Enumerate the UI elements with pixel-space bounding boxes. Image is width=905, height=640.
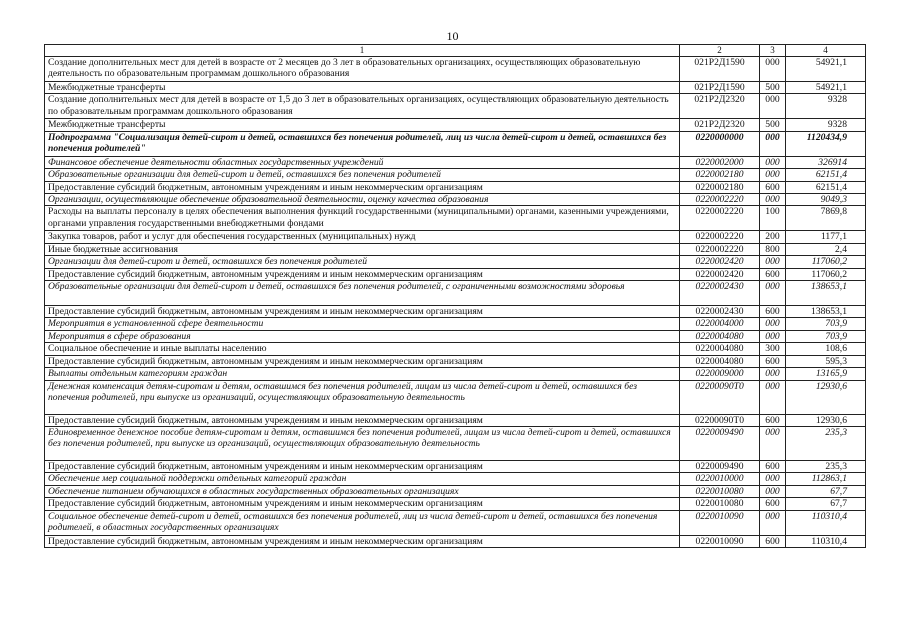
row-name: Предоставление субсидий бюджетным, автономным учреждениям и иным некоммерческим организациям	[45, 414, 680, 426]
row-expense-type: 000	[760, 194, 786, 206]
row-code: 0220002220	[680, 206, 760, 231]
row-name: Социальное обеспечение детей-сирот и детей, оставшихся без попечения родителей, лиц из числа детей-сирот и детей, оставшихся без попечения родителей, в областных государственных организациях	[45, 510, 680, 535]
row-sum: 108,6	[786, 343, 866, 355]
row-expense-type: 000	[760, 169, 786, 181]
table-row	[45, 426, 866, 460]
header-col-1: 1	[45, 45, 680, 57]
budget-table	[44, 44, 866, 548]
table-row	[45, 498, 866, 510]
table-row	[45, 181, 866, 193]
table-row	[45, 231, 866, 243]
table-row	[45, 256, 866, 268]
row-code: 0220002220	[680, 243, 760, 255]
row-code: 02200090Т0	[680, 380, 760, 414]
row-name: Предоставление субсидий бюджетным, автономным учреждениям и иным некоммерческим организациям	[45, 498, 680, 510]
table-row	[45, 94, 866, 119]
row-expense-type: 600	[760, 306, 786, 318]
row-expense-type: 000	[760, 330, 786, 342]
table-row	[45, 510, 866, 535]
row-code: 021Р2Д2320	[680, 94, 760, 119]
row-name: Расходы на выплаты персоналу в целях обеспечения выполнения функций государственными (муниципальными) органами, казенными учреждениями, органами управления государственными внебюджетными фондами	[45, 206, 680, 231]
row-expense-type: 000	[760, 57, 786, 82]
row-sum: 2,4	[786, 243, 866, 255]
row-code: 0220004080	[680, 343, 760, 355]
row-expense-type: 000	[760, 318, 786, 330]
table-row	[45, 318, 866, 330]
row-sum: 595,3	[786, 355, 866, 367]
row-name: Единовременное денежное пособие детям-сиротам и детям, оставшимся без попечения родителей, лицам из числа детей-сирот и детей, оставшихся без попечения родителей, при выпуске из организаций, осуществляющих образовательную деятельность	[45, 426, 680, 460]
row-name: Закупка товаров, работ и услуг для обеспечения государственных (муниципальных) нужд	[45, 231, 680, 243]
row-sum: 703,9	[786, 330, 866, 342]
row-expense-type: 500	[760, 119, 786, 131]
row-sum: 67,7	[786, 485, 866, 497]
row-name: Образовательные организации для детей-сирот и детей, оставшихся без попечения родителей	[45, 169, 680, 181]
row-name: Выплаты отдельным категориям граждан	[45, 368, 680, 380]
table-row	[45, 281, 866, 306]
table-row	[45, 485, 866, 497]
row-name: Предоставление субсидий бюджетным, автономным учреждениям и иным некоммерческим организациям	[45, 460, 680, 472]
row-sum: 117060,2	[786, 268, 866, 280]
row-sum: 703,9	[786, 318, 866, 330]
row-code: 021Р2Д1590	[680, 82, 760, 94]
row-sum: 235,3	[786, 426, 866, 460]
row-expense-type: 600	[760, 498, 786, 510]
table-row	[45, 156, 866, 168]
row-code: 021Р2Д1590	[680, 57, 760, 82]
row-code: 0220010000	[680, 473, 760, 485]
row-sum: 138653,1	[786, 306, 866, 318]
row-expense-type: 100	[760, 206, 786, 231]
row-expense-type: 200	[760, 231, 786, 243]
row-code: 0220002220	[680, 194, 760, 206]
row-sum: 13165,9	[786, 368, 866, 380]
table-row	[45, 368, 866, 380]
table-row	[45, 306, 866, 318]
table-row	[45, 206, 866, 231]
table-row	[45, 414, 866, 426]
row-sum: 235,3	[786, 460, 866, 472]
row-name: Подпрограмма "Социализация детей-сирот и детей, оставшихся без попечения родителей, лиц из числа детей-сирот и детей, оставшихся без попечения родителей"	[45, 131, 680, 156]
row-expense-type: 000	[760, 281, 786, 306]
row-code: 0220010090	[680, 535, 760, 547]
row-sum: 67,7	[786, 498, 866, 510]
row-name: Предоставление субсидий бюджетным, автономным учреждениям и иным некоммерческим организациям	[45, 306, 680, 318]
row-expense-type: 600	[760, 535, 786, 547]
row-expense-type: 600	[760, 414, 786, 426]
row-expense-type: 600	[760, 355, 786, 367]
row-name: Мероприятия в установленной сфере деятельности	[45, 318, 680, 330]
page-number: 10	[446, 29, 459, 43]
row-name: Иные бюджетные ассигнования	[45, 243, 680, 255]
row-sum: 112863,1	[786, 473, 866, 485]
row-code: 0220002180	[680, 181, 760, 193]
table-row	[45, 268, 866, 280]
table-row	[45, 355, 866, 367]
row-name: Создание дополнительных мест для детей в возрасте от 1,5 до 3 лет в образовательных организациях, осуществляющих образовательную деятельность по образовательным программам дошкольного образования	[45, 94, 680, 119]
table-row	[45, 473, 866, 485]
row-name: Финансовое обеспечение деятельности областных государственных учреждений	[45, 156, 680, 168]
row-name: Обеспечение мер социальной поддержки отдельных категорий граждан	[45, 473, 680, 485]
row-name: Предоставление субсидий бюджетным, автономным учреждениям и иным некоммерческим организациям	[45, 181, 680, 193]
row-name: Обеспечение питанием обучающихся в областных государственных образовательных организациях	[45, 485, 680, 497]
table-row	[45, 380, 866, 414]
row-code: 0220010080	[680, 485, 760, 497]
row-sum: 7869,8	[786, 206, 866, 231]
row-code: 0220002420	[680, 268, 760, 280]
row-sum: 62151,4	[786, 181, 866, 193]
row-sum: 9328	[786, 94, 866, 119]
table-row	[45, 243, 866, 255]
row-sum: 110310,4	[786, 510, 866, 535]
header-col-3: 3	[760, 45, 786, 57]
row-sum: 12930,6	[786, 414, 866, 426]
row-code: 0220010090	[680, 510, 760, 535]
row-expense-type: 000	[760, 380, 786, 414]
table-row	[45, 460, 866, 472]
table-row	[45, 343, 866, 355]
row-expense-type: 000	[760, 485, 786, 497]
row-expense-type: 500	[760, 82, 786, 94]
row-code: 0220009490	[680, 460, 760, 472]
row-expense-type: 800	[760, 243, 786, 255]
row-expense-type: 000	[760, 156, 786, 168]
row-code: 02200090Т0	[680, 414, 760, 426]
row-sum: 326914	[786, 156, 866, 168]
row-sum: 1120434,9	[786, 131, 866, 156]
row-code: 0220000000	[680, 131, 760, 156]
header-col-4: 4	[786, 45, 866, 57]
row-name: Межбюджетные трансферты	[45, 119, 680, 131]
row-sum: 138653,1	[786, 281, 866, 306]
row-name: Предоставление субсидий бюджетным, автономным учреждениям и иным некоммерческим организациям	[45, 268, 680, 280]
row-expense-type: 000	[760, 473, 786, 485]
row-expense-type: 000	[760, 94, 786, 119]
row-name: Образовательные организации для детей-сирот и детей, оставшихся без попечения родителей, с ограниченными возможностями здоровья	[45, 281, 680, 306]
row-expense-type: 000	[760, 426, 786, 460]
row-name: Предоставление субсидий бюджетным, автономным учреждениям и иным некоммерческим организациям	[45, 355, 680, 367]
row-expense-type: 600	[760, 268, 786, 280]
row-name: Создание дополнительных мест для детей в возрасте от 2 месяцев до 3 лет в образовательных организациях, осуществляющих образовательную деятельность по образовательным программам дошкольного образования	[45, 57, 680, 82]
row-sum: 54921,1	[786, 57, 866, 82]
row-code: 0220002430	[680, 281, 760, 306]
table-row	[45, 119, 866, 131]
table-row	[45, 131, 866, 156]
table-row	[45, 330, 866, 342]
row-expense-type: 600	[760, 460, 786, 472]
row-sum: 62151,4	[786, 169, 866, 181]
row-code: 0220002420	[680, 256, 760, 268]
row-code: 0220004000	[680, 318, 760, 330]
row-name: Социальное обеспечение и иные выплаты населению	[45, 343, 680, 355]
table-header-row	[45, 45, 866, 57]
row-expense-type: 000	[760, 131, 786, 156]
row-sum: 110310,4	[786, 535, 866, 547]
table-row	[45, 169, 866, 181]
row-name: Организации, осуществляющие обеспечение образовательной деятельности, оценку качества образования	[45, 194, 680, 206]
table-row	[45, 82, 866, 94]
row-name: Межбюджетные трансферты	[45, 82, 680, 94]
table-row	[45, 194, 866, 206]
header-col-2: 2	[680, 45, 760, 57]
row-code: 0220002220	[680, 231, 760, 243]
table-row	[45, 535, 866, 547]
row-sum: 117060,2	[786, 256, 866, 268]
row-name: Предоставление субсидий бюджетным, автономным учреждениям и иным некоммерческим организациям	[45, 535, 680, 547]
row-code: 021Р2Д2320	[680, 119, 760, 131]
row-code: 0220010080	[680, 498, 760, 510]
row-code: 0220009000	[680, 368, 760, 380]
row-code: 0220009490	[680, 426, 760, 460]
row-name: Денежная компенсация детям-сиротам и детям, оставшимся без попечения родителей, лицам из числа детей-сирот и детей, оставшихся без попечения родителей, при выпуске из организаций, осуществляющих образовательную деятельность	[45, 380, 680, 414]
row-name: Мероприятия в сфере образования	[45, 330, 680, 342]
table-row	[45, 57, 866, 82]
row-expense-type: 000	[760, 256, 786, 268]
row-expense-type: 000	[760, 368, 786, 380]
row-sum: 12930,6	[786, 380, 866, 414]
row-expense-type: 300	[760, 343, 786, 355]
row-sum: 9049,3	[786, 194, 866, 206]
row-sum: 54921,1	[786, 82, 866, 94]
row-sum: 9328	[786, 119, 866, 131]
row-code: 0220004080	[680, 355, 760, 367]
row-expense-type: 600	[760, 181, 786, 193]
row-name: Организации для детей-сирот и детей, оставшихся без попечения родителей	[45, 256, 680, 268]
row-sum: 1177,1	[786, 231, 866, 243]
row-code: 0220002000	[680, 156, 760, 168]
row-code: 0220002430	[680, 306, 760, 318]
row-expense-type: 000	[760, 510, 786, 535]
row-code: 0220002180	[680, 169, 760, 181]
row-code: 0220004080	[680, 330, 760, 342]
